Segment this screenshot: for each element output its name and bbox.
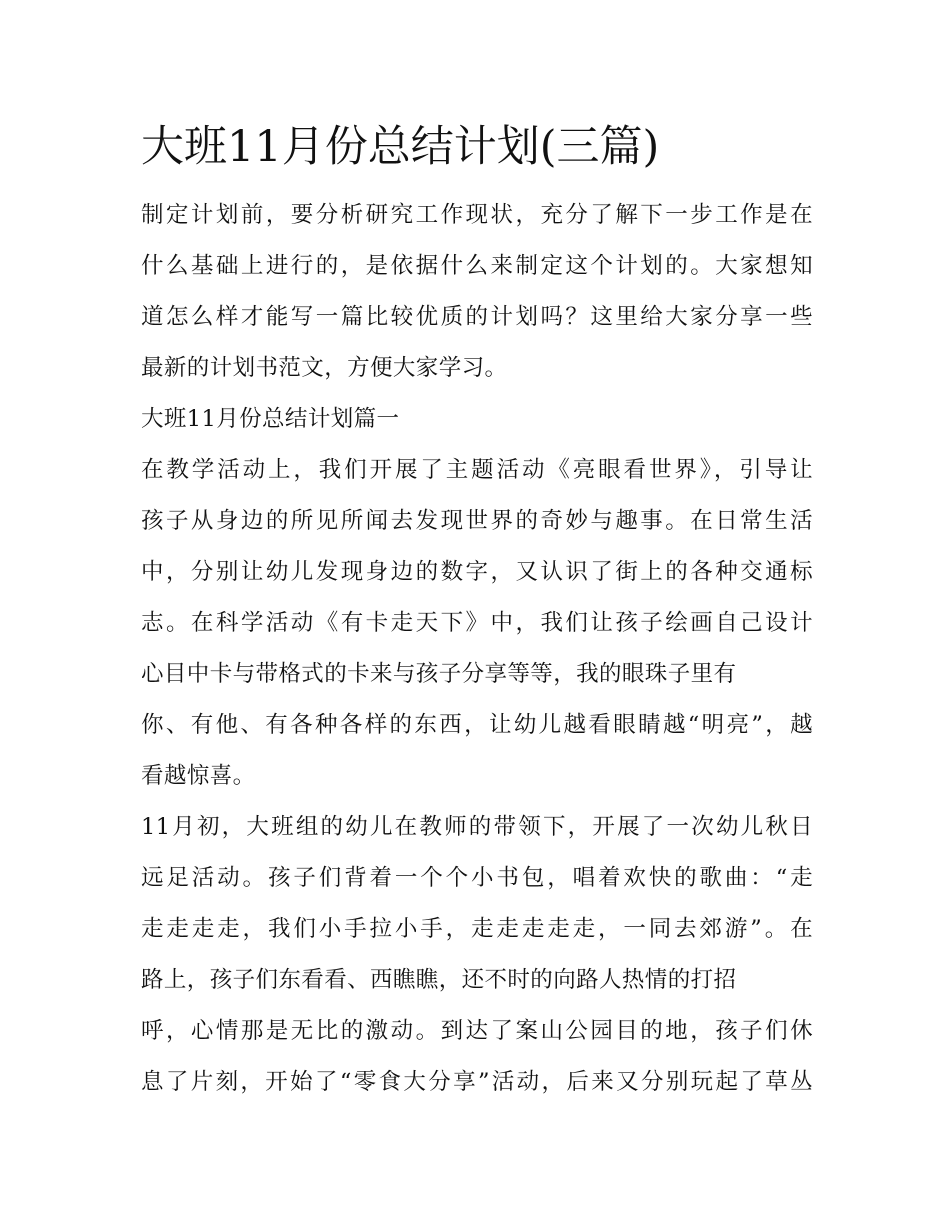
text-line: 中，分别让幼儿发现身边的数字，又认识了街上的各种交通标 [141,559,813,585]
text-line: 息了片刻，开始了“零食大分享”活动，后来又分别玩起了草丛 [141,1069,813,1095]
text-line: 最新的计划书范文，方便大家学习。 [141,355,508,381]
text-line: 道怎么样才能写一篇比较优质的计划吗？这里给大家分享一些 [141,304,813,330]
document-title: 大班11月份总结计划(三篇) [141,122,660,172]
section-heading: 大班11月份总结计划篇一 [141,406,400,432]
text-line: 志。在科学活动《有卡走天下》中，我们让孩子绘画自己设计 [141,610,813,636]
text-line: 看越惊喜。 [141,763,256,789]
text-line: 你、有他、有各种各样的东西，让幼儿越看眼睛越“明亮”，越 [141,712,813,738]
text-line: 什么基础上进行的，是依据什么来制定这个计划的。大家想知 [141,253,813,279]
text-line: 孩子从身边的所见所闻去发现世界的奇妙与趣事。在日常生活 [141,508,813,534]
document-body [141,197,813,1115]
text-line: 远足活动。孩子们背着一个个小书包，唱着欢快的歌曲：“走 [141,865,813,891]
text-line: 在教学活动上，我们开展了主题活动《亮眼看世界》，引导让 [141,457,813,483]
text-line: 走走走走，我们小手拉小手，走走走走走，一同去郊游”。在 [141,916,813,942]
text-line: 呼，心情那是无比的激动。到达了案山公园目的地，孩子们休 [141,1018,813,1044]
text-line: 11月初，大班组的幼儿在教师的带领下，开展了一次幼儿秋日 [141,814,813,840]
text-line: 路上，孩子们东看看、西瞧瞧，还不时的向路人热情的打招 [141,967,737,993]
text-line: 制定计划前，要分析研究工作现状，充分了解下一步工作是在 [141,202,813,228]
text-line: 心目中卡与带格式的卡来与孩子分享等等，我的眼珠子里有 [141,661,737,687]
